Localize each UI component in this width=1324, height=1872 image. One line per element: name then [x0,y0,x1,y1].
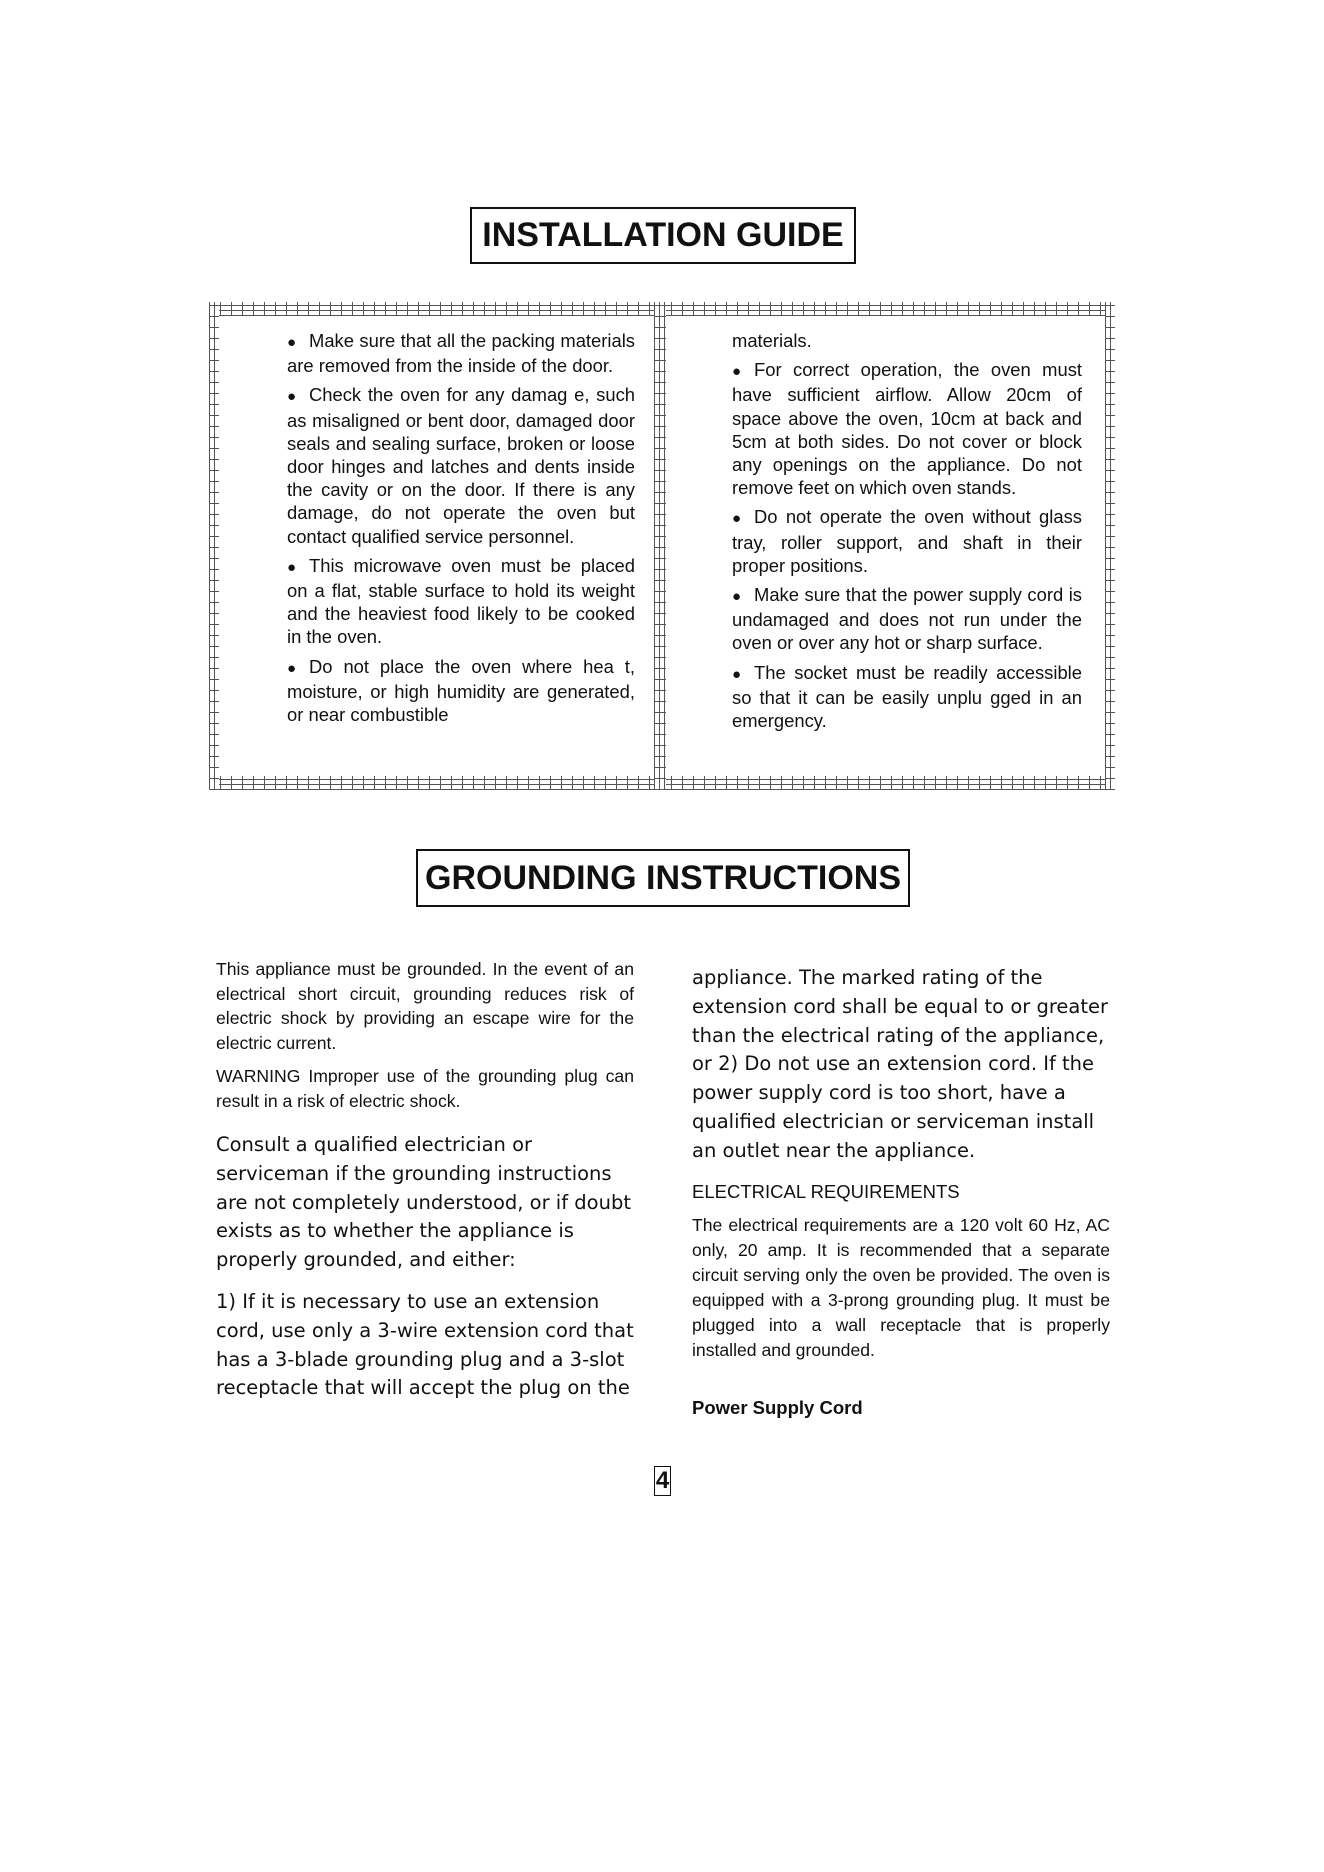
installation-left-column [287,329,635,732]
grounding-instructions-title: GROUNDING INSTRUCTIONS [416,849,910,907]
install-item: ● Make sure that all the packing materials are removed from the inside of the door. [287,329,635,377]
grounding-continuation: appliance. The marked rating of the extension cord shall be equal to or greater than the electrical rating of the appliance, or 2) Do not use an extension cord. If the power supply cord is too short, have a qualified electrician or serviceman install an outlet near the appliance. [692,966,1109,1162]
install-item: ● Check the oven for any damag e, such as misaligned or bent door, damaged door seals and sealing surface, broken or loose door hinges and latches and dents inside the cavity or on the door. If there is any damage, do not operate the oven but contact qualified service personnel. [287,383,635,547]
installation-right-column [732,329,1082,738]
install-item: ● Do not place the oven where hea t, moisture, or high humidity are generated, or near combustible [287,655,635,727]
install-item: ● Do not operate the oven without glass tray, roller support, and shaft in their proper positions. [732,505,1082,577]
electrical-requirements-text: The electrical requirements are a 120 volt 60 Hz, AC only, 20 amp. It is recommended that a separate circuit serving only the oven be provided. The oven is equipped with a 3-prong grounding plug. It must be plugged into a wall receptacle that is properly installed and grounded. [692,1215,1110,1360]
install-continuation: materials. [732,330,812,351]
grounding-consult: Consult a qualified electrician or serviceman if the grounding instructions are not completely understood, or if doubt exists as to whether the appliance is properly grounded, and either: [216,1133,631,1272]
grounding-option-1: 1) If it is necessary to use an extension cord, use only a 3-wire extension cord that has a 3-blade grounding plug and a 3-slot receptacle that will accept the plug on the [216,1290,634,1400]
power-supply-cord-heading: Power Supply Cord [692,1397,863,1418]
installation-guide-title: INSTALLATION GUIDE [470,207,856,264]
frame-border-right [1105,302,1115,790]
frame-divider [654,302,666,790]
install-item: ● For correct operation, the oven must have sufficient airflow. Allow 20cm of space above the oven, 10cm at back and 5cm at both sides. Do not cover or block any openings on the appliance. Do not remove feet on which oven stands. [732,358,1082,499]
grounding-intro: This appliance must be grounded. In the event of an electrical short circuit, grounding reduces risk of electric shock by providing an escape wire for the electric current. [216,959,634,1053]
install-item: ● This microwave oven must be placed on a flat, stable surface to hold its weight and the heaviest food likely to be cooked in the oven. [287,554,635,649]
electrical-requirements-heading: ELECTRICAL REQUIREMENTS [692,1181,960,1202]
install-item: ● The socket must be readily accessible so that it can be easily unplu gged in an emergency. [732,661,1082,733]
frame-border-left [209,302,219,790]
page-number: 4 [655,1467,670,1494]
grounding-warning: WARNING Improper use of the grounding plug can result in a risk of electric shock. [216,1066,634,1111]
install-item: ● Make sure that the power supply cord is undamaged and does not run under the oven or over any hot or sharp surface. [732,583,1082,655]
